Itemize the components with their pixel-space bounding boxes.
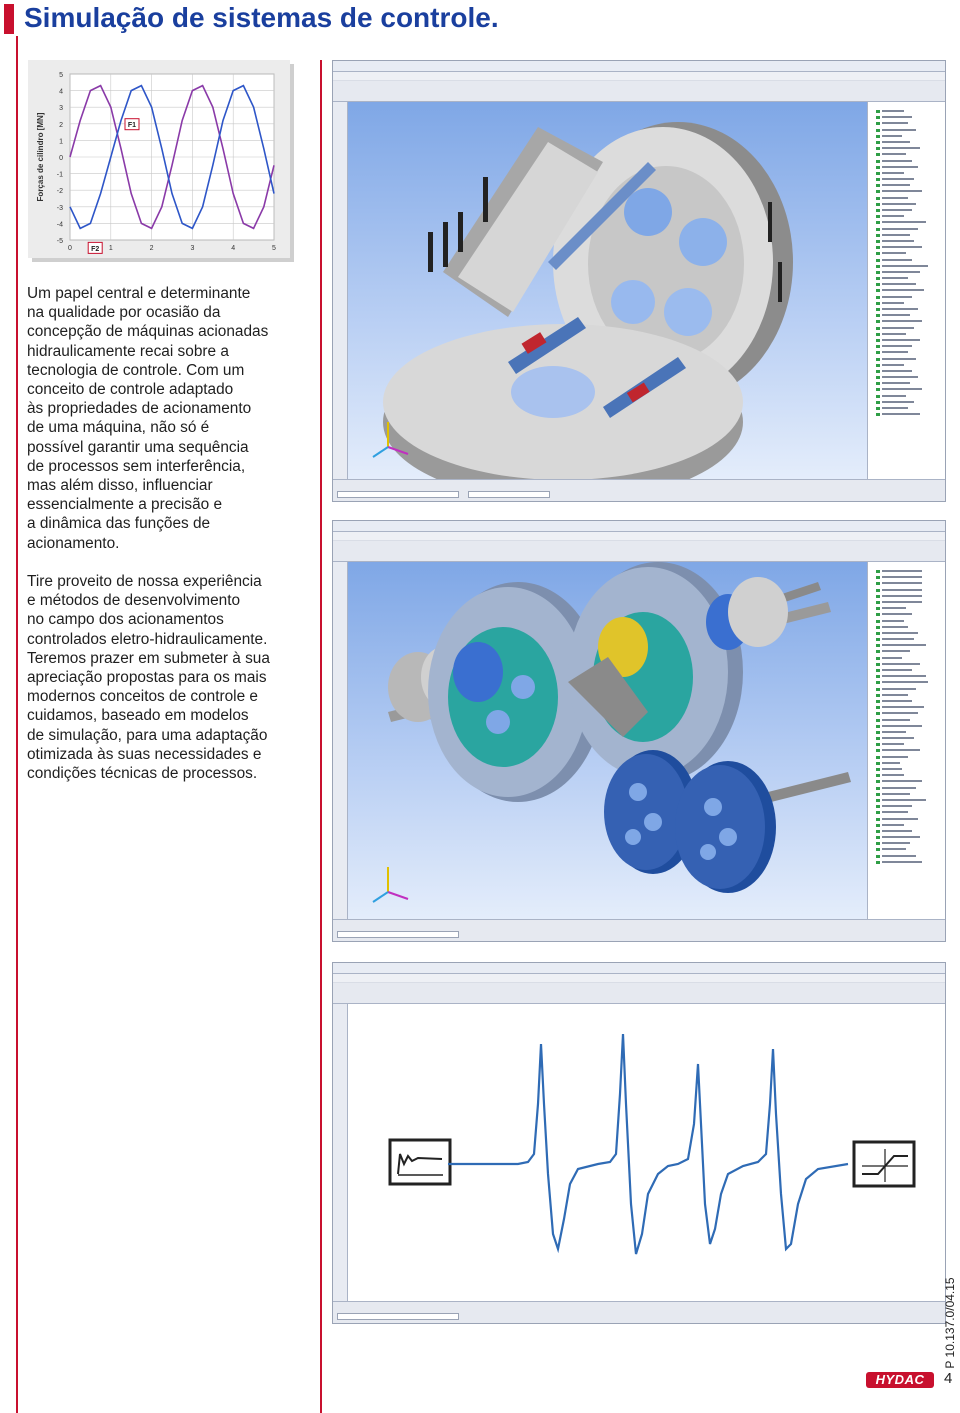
side-tabs (333, 1004, 348, 1301)
paragraph-line: conceito de controle adaptado (27, 381, 234, 399)
x-tick-label: 3 (190, 245, 195, 252)
side-tabs (333, 102, 348, 479)
paragraph-line: mas além disso, influenciar (27, 477, 213, 495)
menu-bar (333, 72, 945, 80)
paragraph-line: hidraulicamente recai sobre a (27, 342, 229, 360)
wheel-model-render (348, 102, 867, 479)
x-tick-label: 0 (68, 245, 72, 252)
simulation-screenshot-signal (332, 962, 946, 1324)
paragraph-line: acionamento. (27, 534, 120, 552)
menu-bar (333, 532, 945, 540)
signal-trace (448, 1034, 848, 1254)
paragraph-line: a dinâmica das funções de (27, 515, 211, 533)
paragraph-line: tecnologia de controle. Com um (27, 361, 245, 379)
page-number: 4 (944, 1370, 953, 1387)
paragraph-line: às propriedades de acionamento (27, 400, 252, 418)
paragraph-line: controlados eletro-hidraulicamente. (27, 630, 268, 648)
paragraph-line: Tire proveito de nossa experiência (27, 573, 262, 590)
window-titlebar (333, 61, 945, 72)
paragraph-line: Teremos prazer em submeter à sua (27, 649, 270, 667)
window-titlebar (333, 963, 945, 974)
y-axis-label: Forças de cilindro [MN] (36, 112, 45, 202)
x-tick-label: 2 (149, 245, 154, 252)
paragraph-line: possível garantir uma sequência (27, 438, 249, 456)
x-tick-label: 4 (231, 245, 236, 252)
y-tick-label: 2 (59, 121, 63, 129)
left-divider-line (16, 36, 18, 1413)
annotation-label: F2 (91, 245, 100, 253)
toolbar (333, 81, 945, 102)
saturation-block-icon (854, 1142, 914, 1186)
paragraph-line: otimizada às suas necessidades e (27, 745, 262, 763)
model-tree-panel (867, 562, 945, 919)
paragraph-line: concepção de máquinas acionadas (27, 323, 269, 341)
status-bar (333, 479, 945, 501)
toolbar (333, 983, 945, 1004)
window-titlebar (333, 521, 945, 532)
plot-viewport (348, 1004, 945, 1301)
paragraph-line: apreciação propostas para os mais (27, 669, 267, 687)
x-tick-label: 5 (272, 245, 276, 252)
model-tree-panel (867, 102, 945, 479)
paragraph-line: no campo dos acionamentos (27, 611, 224, 629)
paragraph-line: de simulação, para uma adaptação (27, 726, 268, 744)
y-tick-label: 4 (59, 88, 63, 96)
y-tick-label: -2 (56, 188, 63, 196)
side-tabs (333, 562, 348, 919)
document-code: P 10.137.0/04.15 (943, 1277, 957, 1369)
3d-viewport (348, 562, 867, 919)
intro-paragraph (27, 284, 307, 553)
y-tick-label: -5 (56, 238, 63, 245)
paragraph-line: modernos conceitos de controle e (27, 688, 258, 706)
annotation-label: F1 (127, 122, 137, 130)
cylinder-force-chart (28, 60, 290, 258)
3d-viewport (348, 102, 867, 479)
paragraph-line: Um papel central e determinante (27, 285, 251, 302)
paragraph-line: essencialmente a precisão e (27, 496, 223, 514)
paragraph-line: de processos sem interferência, (27, 457, 246, 475)
y-tick-label: -4 (56, 221, 63, 229)
paragraph-line: cuidamos, baseado em modelos (27, 707, 249, 725)
paragraph-line: e métodos de desenvolvimento (27, 592, 241, 610)
simulation-screenshot-wheel (332, 60, 946, 502)
y-tick-label: 5 (59, 72, 63, 79)
simulation-screenshot-gears (332, 520, 946, 942)
y-tick-label: 1 (59, 138, 63, 146)
paragraph-line: de uma máquina, não só é (27, 419, 210, 437)
hydac-logo: HYDAC (866, 1372, 934, 1388)
gear-model-render (348, 562, 867, 919)
y-tick-label: 0 (59, 155, 63, 162)
y-tick-label: -3 (56, 204, 63, 212)
toolbar (333, 541, 945, 562)
signal-plot (348, 1004, 944, 1301)
x-tick-label: 1 (108, 245, 113, 252)
menu-bar (333, 974, 945, 982)
paragraph-line: condições técnicas de processos. (27, 765, 258, 783)
y-tick-label: 3 (59, 105, 63, 113)
offer-paragraph (27, 572, 307, 783)
page-title: Simulação de sistemas de controle. (24, 2, 499, 33)
column-divider-line (320, 60, 322, 1413)
chart-canvas (28, 60, 290, 258)
y-tick-label: -1 (56, 171, 63, 179)
title-accent-bar (4, 4, 14, 34)
status-bar (333, 1301, 945, 1323)
paragraph-line: na qualidade por ocasião da (27, 304, 221, 322)
status-bar (333, 919, 945, 941)
